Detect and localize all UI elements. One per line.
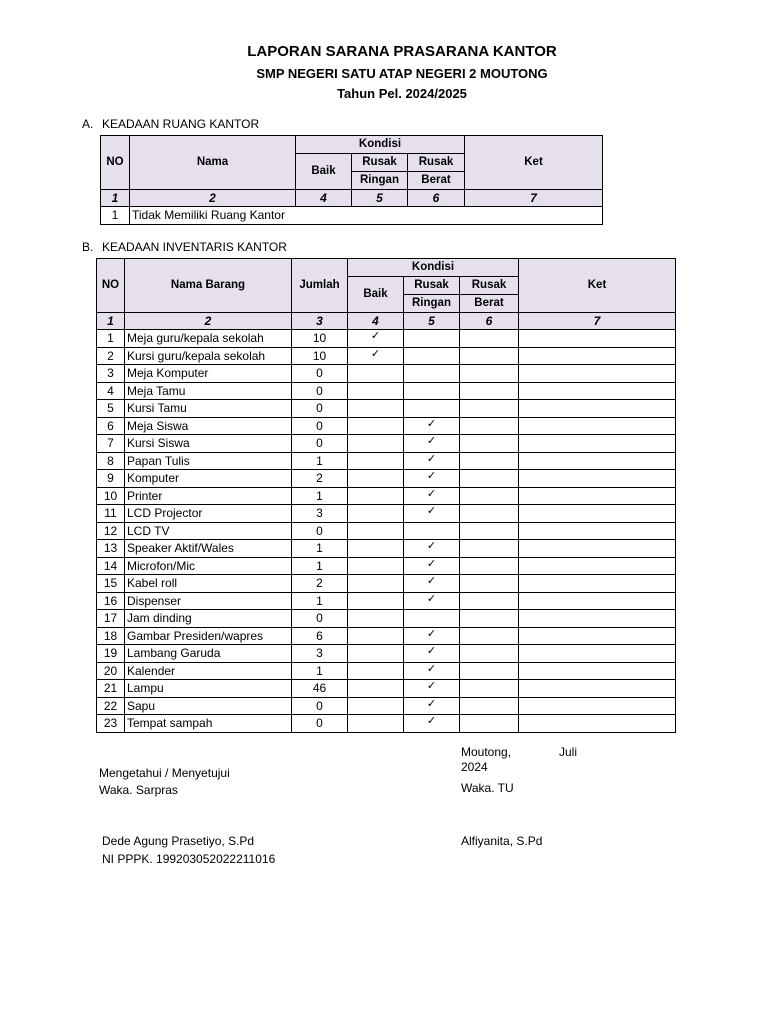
col-number: 1 (101, 189, 130, 207)
row-number: 23 (97, 715, 125, 733)
row-number: 10 (97, 487, 125, 505)
cond-baik-cell (348, 697, 404, 715)
ket-cell (519, 557, 676, 575)
ket-cell (519, 470, 676, 488)
col-header-rusak-ringan-bottom: Ringan (404, 294, 460, 312)
item-quantity: 0 (292, 400, 348, 418)
cond-baik-cell (348, 627, 404, 645)
row-number: 20 (97, 662, 125, 680)
cond-rusak-ringan-cell: ✓ (404, 470, 460, 488)
cond-baik-cell (348, 645, 404, 663)
table-row (97, 435, 676, 453)
cond-rusak-ringan-cell: ✓ (404, 452, 460, 470)
col-number: 1 (97, 312, 125, 330)
item-name: Meja guru/kepala sekolah (125, 330, 292, 348)
date-month: Juli (559, 745, 578, 759)
col-header-rusak-ringan-top: Rusak (404, 276, 460, 294)
cond-rusak-berat-cell (460, 470, 519, 488)
cond-baik-cell (348, 540, 404, 558)
cond-rusak-ringan-cell (404, 400, 460, 418)
office-room-table (100, 135, 603, 225)
item-name: LCD TV (125, 522, 292, 540)
cond-rusak-ringan-cell: ✓ (404, 645, 460, 663)
cond-rusak-berat-cell (460, 592, 519, 610)
item-name: Meja Komputer (125, 365, 292, 383)
item-quantity: 0 (292, 697, 348, 715)
cond-rusak-berat-cell (460, 382, 519, 400)
row-number: 2 (97, 347, 125, 365)
cond-rusak-berat-cell (460, 557, 519, 575)
cond-rusak-berat-cell (460, 505, 519, 523)
cond-baik-cell (348, 470, 404, 488)
ket-cell (519, 697, 676, 715)
table-row (97, 452, 676, 470)
section-b-letter: B. (82, 240, 94, 254)
item-name: Speaker Aktif/Wales (125, 540, 292, 558)
cond-rusak-ringan-cell (404, 365, 460, 383)
cond-baik-cell (348, 417, 404, 435)
item-name: Jam dinding (125, 610, 292, 628)
col-number: 7 (465, 189, 603, 207)
cond-baik-cell (348, 400, 404, 418)
table-row (97, 680, 676, 698)
approval-label: Mengetahui / Menyetujui (99, 766, 230, 780)
cond-rusak-ringan-cell: ✓ (404, 557, 460, 575)
item-name: Meja Tamu (125, 382, 292, 400)
row-number: 19 (97, 645, 125, 663)
cond-rusak-berat-cell (460, 610, 519, 628)
table-row (97, 645, 676, 663)
table-row (97, 382, 676, 400)
cond-baik-cell: ✓ (348, 347, 404, 365)
cond-rusak-ringan-cell: ✓ (404, 540, 460, 558)
cond-rusak-berat-cell (460, 522, 519, 540)
cond-baik-cell (348, 365, 404, 383)
cond-baik-cell (348, 505, 404, 523)
row-number: 7 (97, 435, 125, 453)
row-number: 18 (97, 627, 125, 645)
cond-rusak-berat-cell (460, 715, 519, 733)
table-row (97, 662, 676, 680)
cond-rusak-berat-cell (460, 347, 519, 365)
col-number: 6 (460, 312, 519, 330)
table-row (97, 417, 676, 435)
row-number: 3 (97, 365, 125, 383)
ket-cell (519, 452, 676, 470)
col-header-rusak-ringan-top: Rusak (352, 153, 408, 171)
date-place: Moutong, (461, 745, 512, 759)
cond-rusak-berat-cell (460, 417, 519, 435)
table-row (97, 715, 676, 733)
table-row (97, 557, 676, 575)
table-row (97, 610, 676, 628)
col-number: 5 (352, 189, 408, 207)
cond-rusak-ringan-cell: ✓ (404, 505, 460, 523)
date-year: 2024 (461, 760, 488, 774)
row-number: 17 (97, 610, 125, 628)
cond-baik-cell (348, 592, 404, 610)
row-number: 12 (97, 522, 125, 540)
col-header-ket: Ket (465, 136, 603, 190)
item-name: Tempat sampah (125, 715, 292, 733)
item-quantity: 0 (292, 522, 348, 540)
row-number: 14 (97, 557, 125, 575)
item-quantity: 0 (292, 382, 348, 400)
col-number: 4 (348, 312, 404, 330)
col-number: 6 (408, 189, 465, 207)
table-row (97, 487, 676, 505)
cond-baik-cell (348, 522, 404, 540)
table-row (97, 365, 676, 383)
section-b-title: KEADAAN INVENTARIS KANTOR (102, 240, 287, 254)
col-header-rusak-berat-bottom: Berat (408, 171, 465, 189)
cond-baik-cell (348, 610, 404, 628)
row-number: 16 (97, 592, 125, 610)
col-number: 5 (404, 312, 460, 330)
cond-rusak-ringan-cell: ✓ (404, 417, 460, 435)
cond-rusak-berat-cell (460, 435, 519, 453)
table-row (97, 400, 676, 418)
cond-rusak-ringan-cell (404, 522, 460, 540)
col-number: 2 (130, 189, 296, 207)
item-name: Gambar Presiden/wapres (125, 627, 292, 645)
item-name: Sapu (125, 697, 292, 715)
item-name: Kursi guru/kepala sekolah (125, 347, 292, 365)
row-number: 4 (97, 382, 125, 400)
item-quantity: 0 (292, 417, 348, 435)
item-name: Lambang Garuda (125, 645, 292, 663)
ket-cell (519, 505, 676, 523)
section-a-title: KEADAAN RUANG KANTOR (102, 117, 260, 131)
item-quantity: 6 (292, 627, 348, 645)
section-b-heading (82, 240, 287, 254)
table-row (97, 627, 676, 645)
row-number: 11 (97, 505, 125, 523)
cond-rusak-berat-cell (460, 365, 519, 383)
academic-year: Tahun Pel. 2024/2025 (337, 86, 467, 101)
inventory-rows (97, 330, 676, 733)
col-header-rusak-berat-bottom: Berat (460, 294, 519, 312)
item-quantity: 1 (292, 540, 348, 558)
item-quantity: 0 (292, 435, 348, 453)
col-header-nama: Nama (130, 136, 296, 190)
col-header-rusak-berat-top: Rusak (460, 276, 519, 294)
cond-rusak-ringan-cell: ✓ (404, 662, 460, 680)
right-signer-name: Alfiyanita, S.Pd (461, 834, 543, 848)
item-name: Meja Siswa (125, 417, 292, 435)
ket-cell (519, 400, 676, 418)
ket-cell (519, 330, 676, 348)
item-quantity: 0 (292, 610, 348, 628)
table-row (97, 505, 676, 523)
ket-cell (519, 610, 676, 628)
section-a-heading (82, 117, 259, 131)
table-row (101, 207, 603, 225)
cond-rusak-ringan-cell: ✓ (404, 435, 460, 453)
item-name: Papan Tulis (125, 452, 292, 470)
left-signer-name: Dede Agung Prasetiyo, S.Pd (102, 834, 255, 848)
cond-rusak-ringan-cell (404, 610, 460, 628)
cond-rusak-berat-cell (460, 487, 519, 505)
table-row (97, 470, 676, 488)
item-quantity: 3 (292, 645, 348, 663)
table-row (97, 540, 676, 558)
table-row (97, 575, 676, 593)
col-header-rusak-berat-top: Rusak (408, 153, 465, 171)
row-text: Tidak Memiliki Ruang Kantor (130, 207, 603, 225)
cond-baik-cell (348, 452, 404, 470)
item-quantity: 10 (292, 347, 348, 365)
table-row (97, 347, 676, 365)
cond-baik-cell (348, 680, 404, 698)
cond-baik-cell (348, 487, 404, 505)
cond-rusak-ringan-cell: ✓ (404, 487, 460, 505)
cond-baik-cell (348, 557, 404, 575)
item-quantity: 1 (292, 662, 348, 680)
school-name: SMP NEGERI SATU ATAP NEGERI 2 MOUTONG (256, 66, 548, 81)
ket-cell (519, 522, 676, 540)
row-number: 22 (97, 697, 125, 715)
item-quantity: 2 (292, 575, 348, 593)
ket-cell (519, 365, 676, 383)
cond-rusak-ringan-cell: ✓ (404, 715, 460, 733)
cond-rusak-berat-cell (460, 662, 519, 680)
cond-rusak-berat-cell (460, 680, 519, 698)
cond-baik-cell (348, 575, 404, 593)
cond-rusak-berat-cell (460, 627, 519, 645)
ket-cell (519, 680, 676, 698)
ket-cell (519, 347, 676, 365)
item-name: Kalender (125, 662, 292, 680)
ket-cell (519, 540, 676, 558)
item-name: Printer (125, 487, 292, 505)
cond-rusak-berat-cell (460, 452, 519, 470)
ket-cell (519, 417, 676, 435)
cond-rusak-berat-cell (460, 400, 519, 418)
cond-baik-cell: ✓ (348, 330, 404, 348)
item-name: Kursi Tamu (125, 400, 292, 418)
cond-baik-cell (348, 382, 404, 400)
cond-rusak-ringan-cell: ✓ (404, 627, 460, 645)
col-header-no: NO (101, 136, 130, 190)
item-quantity: 46 (292, 680, 348, 698)
row-number: 6 (97, 417, 125, 435)
col-header-ket: Ket (519, 259, 676, 313)
item-name: Lampu (125, 680, 292, 698)
item-name: Kursi Siswa (125, 435, 292, 453)
item-name: Komputer (125, 470, 292, 488)
item-quantity: 1 (292, 557, 348, 575)
cond-rusak-ringan-cell (404, 382, 460, 400)
cond-baik-cell (348, 662, 404, 680)
ket-cell (519, 645, 676, 663)
cond-rusak-ringan-cell (404, 347, 460, 365)
item-quantity: 10 (292, 330, 348, 348)
cond-rusak-berat-cell (460, 540, 519, 558)
col-header-baik: Baik (296, 153, 352, 189)
row-number: 8 (97, 452, 125, 470)
col-header-nama-barang: Nama Barang (125, 259, 292, 313)
cond-rusak-ringan-cell: ✓ (404, 680, 460, 698)
col-header-rusak-ringan-bottom: Ringan (352, 171, 408, 189)
ket-cell (519, 715, 676, 733)
row-number: 15 (97, 575, 125, 593)
table-row (97, 697, 676, 715)
cond-rusak-berat-cell (460, 575, 519, 593)
row-number: 13 (97, 540, 125, 558)
item-quantity: 0 (292, 365, 348, 383)
left-signer-id: NI PPPK. 199203052022211016 (102, 852, 276, 866)
cond-rusak-ringan-cell: ✓ (404, 697, 460, 715)
col-header-kondisi: Kondisi (348, 259, 519, 277)
ket-cell (519, 627, 676, 645)
col-number: 7 (519, 312, 676, 330)
ket-cell (519, 592, 676, 610)
col-number: 2 (125, 312, 292, 330)
section-a-letter: A. (82, 117, 94, 131)
item-name: Dispenser (125, 592, 292, 610)
col-header-jumlah: Jumlah (292, 259, 348, 313)
item-quantity: 3 (292, 505, 348, 523)
ket-cell (519, 487, 676, 505)
row-number: 21 (97, 680, 125, 698)
ket-cell (519, 662, 676, 680)
cond-baik-cell (348, 435, 404, 453)
report-title: LAPORAN SARANA PRASARANA KANTOR (247, 43, 557, 60)
table-row (97, 330, 676, 348)
item-quantity: 1 (292, 592, 348, 610)
item-quantity: 1 (292, 452, 348, 470)
col-number: 4 (296, 189, 352, 207)
table-row (97, 522, 676, 540)
cond-baik-cell (348, 715, 404, 733)
col-number: 3 (292, 312, 348, 330)
cond-rusak-ringan-cell: ✓ (404, 575, 460, 593)
item-name: Kabel roll (125, 575, 292, 593)
inventory-table (96, 258, 676, 733)
cond-rusak-berat-cell (460, 697, 519, 715)
row-number: 9 (97, 470, 125, 488)
right-role: Waka. TU (461, 781, 514, 795)
ket-cell (519, 435, 676, 453)
item-quantity: 0 (292, 715, 348, 733)
cond-rusak-berat-cell (460, 330, 519, 348)
cond-rusak-ringan-cell: ✓ (404, 592, 460, 610)
table-row (97, 592, 676, 610)
cond-rusak-berat-cell (460, 645, 519, 663)
row-number: 1 (97, 330, 125, 348)
ket-cell (519, 382, 676, 400)
cond-rusak-ringan-cell (404, 330, 460, 348)
col-header-kondisi: Kondisi (296, 136, 465, 154)
item-name: Microfon/Mic (125, 557, 292, 575)
row-number: 1 (101, 207, 130, 225)
row-number: 5 (97, 400, 125, 418)
item-name: LCD Projector (125, 505, 292, 523)
ket-cell (519, 575, 676, 593)
item-quantity: 2 (292, 470, 348, 488)
item-quantity: 1 (292, 487, 348, 505)
left-role: Waka. Sarpras (99, 783, 178, 797)
col-header-baik: Baik (348, 276, 404, 312)
col-header-no: NO (97, 259, 125, 313)
